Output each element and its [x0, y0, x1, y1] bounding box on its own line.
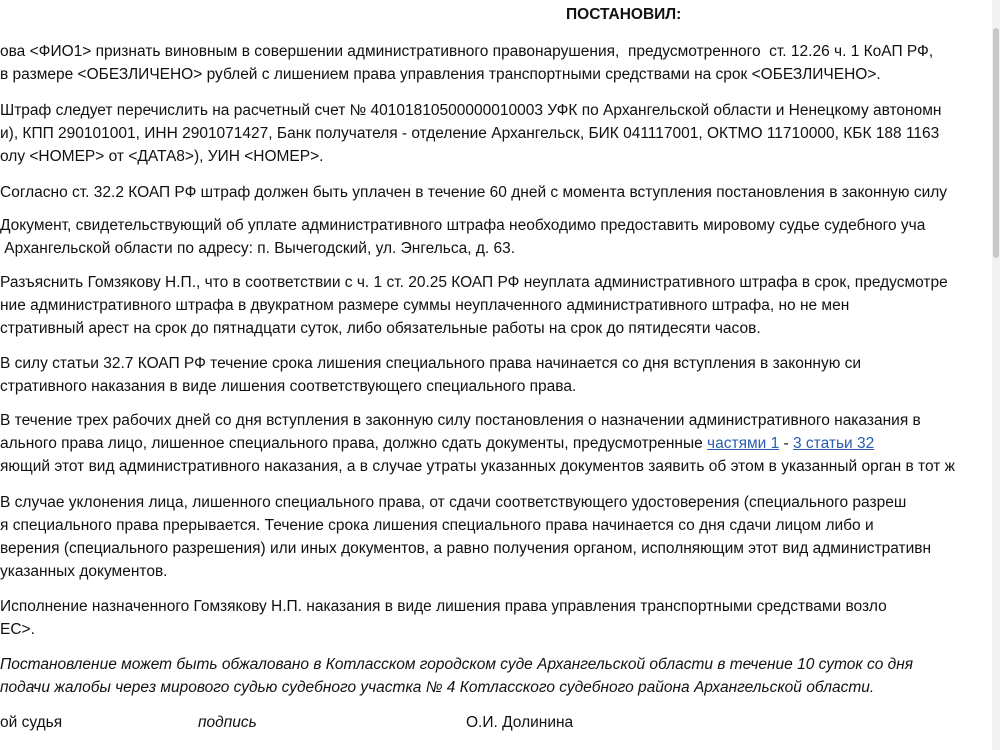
law-link-article-32[interactable]: 3 статьи 32 — [793, 435, 875, 452]
text-line: В течение трех рабочих дней со дня вступления в законную силу постановления о назначении административного наказания в — [0, 412, 921, 429]
text-line: Штраф следует перечислить на расчетный счет № 40101810500000010003 УФК по Архангельской области и Ненецкому автономн — [0, 102, 942, 119]
judge-name: О.И. Долинина — [466, 714, 574, 731]
text-line: Документ, свидетельствующий об уплате административного штрафа необходимо предоставить мировому судье судебного уча — [0, 217, 926, 234]
text-line-with-links — [0, 434, 874, 454]
text-line: ние административного штрафа в двукратном размере суммы неуплаченного административного штрафа, но не мен — [0, 297, 850, 314]
document-heading: ПОСТАНОВИЛ: — [566, 6, 682, 23]
text-line: я специального права прерывается. Течение срока лишения специального права начинается со дня сдачи лицом либо и — [0, 517, 874, 534]
text-line: В случае уклонения лица, лишенного специального права, от сдачи соответствующего удостоверения (специального разреш — [0, 494, 907, 511]
text-line: Исполнение назначенного Гомзякову Н.П. наказания в виде лишения права управления транспортными средствами возло — [0, 598, 887, 615]
text-line: в размере <ОБЕЗЛИЧЕНО> рублей с лишением права управления транспортными средствами на срок <ОБЕЗЛИЧЕНО>. — [0, 66, 881, 83]
text-line: ова <ФИО1> признать виновным в совершении административного правонарушения, предусмотренного ст. 12.26 ч. 1 КоАП РФ, — [0, 43, 934, 60]
text-line: и), КПП 290101001, ИНН 2901071427, Банк получателя - отделение Архангельск, БИК 041117001, ОКТМО 11710000, КБК 188 1163 — [0, 125, 940, 142]
text-line: Согласно ст. 32.2 КОАП РФ штраф должен быть уплачен в течение 60 дней с момента вступления постановления в законную силу — [0, 184, 948, 201]
text-line: олу <НОМЕР> от <ДАТА8>), УИН <НОМЕР>. — [0, 148, 324, 165]
text-line: В силу статьи 32.7 КОАП РФ течение срока лишения специального права начинается со дня вступления в законную си — [0, 355, 862, 372]
appeal-notice-line: Постановление может быть обжаловано в Котласском городском суде Архангельской области в течение 10 суток со дня — [0, 656, 914, 673]
link-separator: - — [779, 435, 793, 452]
signature-role: ой судья — [0, 714, 63, 731]
text-line: верения (специального разрешения) или иных документов, а равно получения органом, исполняющим этот вид административн — [0, 540, 932, 557]
text-line: указанных документов. — [0, 563, 168, 580]
text-line: Разъяснить Гомзякову Н.П., что в соответствии с ч. 1 ст. 20.25 КОАП РФ неуплата административного штрафа в срок, предусмотре — [0, 274, 948, 291]
text-line: стративного наказания в виде лишения соответствующего специального права. — [0, 378, 577, 395]
appeal-notice-line: подачи жалобы через мирового судью судебного участка № 4 Котласского судебного района Архангельской области. — [0, 679, 875, 696]
text-line: ЕС>. — [0, 621, 35, 638]
signature-placeholder: подпись — [198, 714, 257, 731]
text-line: стративный арест на срок до пятнадцати суток, либо обязательные работы на срок до пятидесяти часов. — [0, 320, 761, 337]
text-line: Архангельской области по адресу: п. Вычегодский, ул. Энгельса, д. 63. — [0, 240, 516, 257]
scrollbar-thumb[interactable] — [993, 28, 999, 258]
text-line: яющий этот вид административного наказания, а в случае утраты указанных документов заявить об этом в указанный орган в тот ж — [0, 458, 956, 475]
law-link-part-1[interactable]: частями 1 — [707, 435, 780, 452]
text-fragment: ального права лицо, лишенное специального права, должно сдать документы, предусмотренные — [0, 435, 708, 452]
vertical-scrollbar[interactable] — [992, 0, 1000, 750]
